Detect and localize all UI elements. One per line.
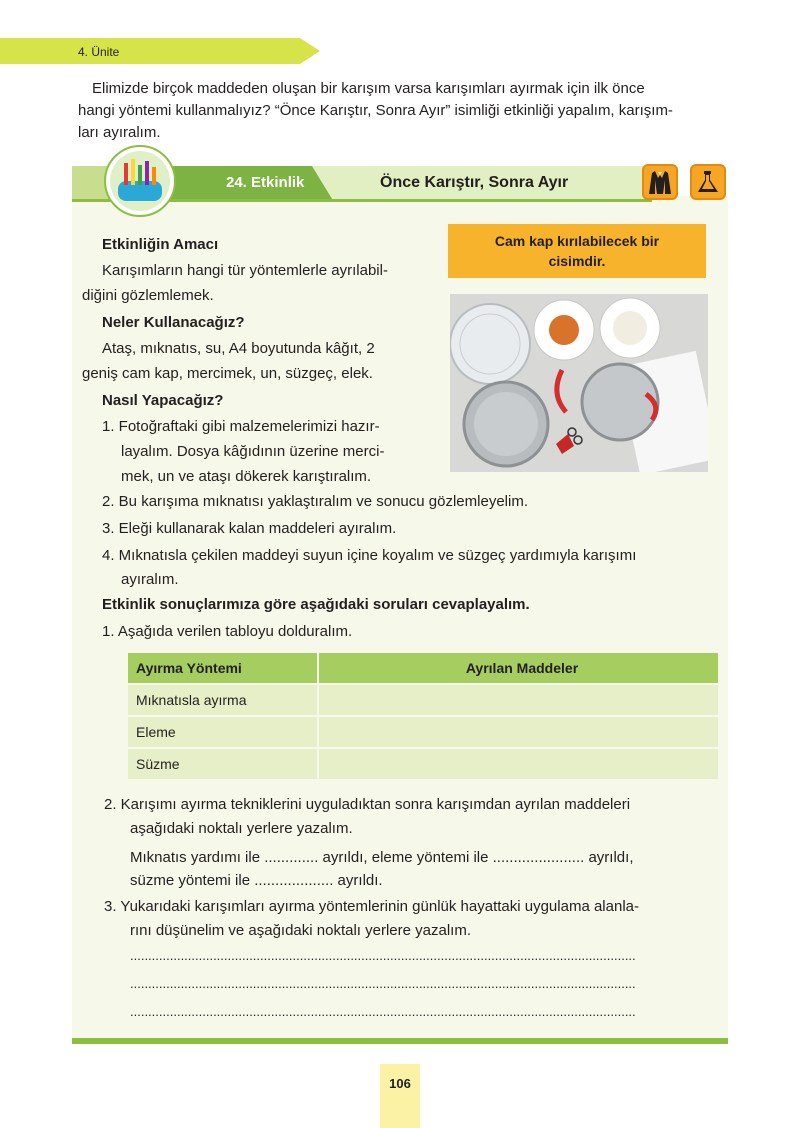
aim-heading: Etkinliğin Amacı xyxy=(102,236,219,253)
answer-cell[interactable] xyxy=(319,717,718,747)
step-1-line: layalım. Dosya kâğıdının üzerine merci- xyxy=(121,443,385,460)
results-heading: Etkinlik sonuçlarımıza göre aşağıdaki soruları cevaplayalım. xyxy=(102,596,530,613)
materials-heading: Neler Kullanacağız? xyxy=(102,314,245,331)
table-row xyxy=(128,717,718,747)
separation-table xyxy=(126,651,720,781)
lab-coat-icon xyxy=(642,164,678,200)
materials-photo xyxy=(450,294,708,472)
warning-box xyxy=(448,224,706,278)
step-1-line: mek, un ve ataşı dökerek karıştıralım. xyxy=(121,468,372,485)
activity-number: 24. Etkinlik xyxy=(226,174,305,191)
page-number: 106 xyxy=(389,1076,411,1091)
table-row xyxy=(128,685,718,715)
intro-line: ları ayıralım. xyxy=(78,124,161,141)
answer-cell[interactable] xyxy=(319,749,718,779)
question-3-line: rını düşünelim ve aşağıdaki noktalı yerlere yazalım. xyxy=(130,922,471,939)
question-2-line: 2. Karışımı ayırma tekniklerini uyguladıktan sonra karışımdan ayrılan maddeleri xyxy=(104,796,631,813)
question-2-line: aşağıdaki noktalı yerlere yazalım. xyxy=(130,820,353,837)
panel-bottom-bar xyxy=(72,1038,728,1044)
activity-badge-icon xyxy=(104,145,176,217)
step-4-line: ayıralım. xyxy=(121,571,179,588)
table-cell: Süzme xyxy=(128,749,317,779)
table-cell: Eleme xyxy=(128,717,317,747)
steps-heading: Nasıl Yapacağız? xyxy=(102,392,224,409)
warning-text: cisimdir. xyxy=(548,253,606,269)
step-4-line: 4. Mıknatısla çekilen maddeyi suyun içine koyalım ve süzgeç yardımıyla karışımı xyxy=(102,547,637,564)
aim-line: Karışımların hangi tür yöntemlerle ayrılabil- xyxy=(102,262,388,279)
intro-line: hangi yöntemi kullanmalıyız? “Önce Karıştır, Sonra Ayır” isimliği etkinliği yapalım, karışım- xyxy=(78,102,673,119)
table-cell: Mıknatısla ayırma xyxy=(128,685,317,715)
answer-cell[interactable] xyxy=(319,685,718,715)
intro-paragraph xyxy=(78,78,728,144)
materials-line: geniş cam kap, mercimek, un, süzgeç, elek. xyxy=(82,365,373,382)
unit-tab xyxy=(0,38,320,64)
flask-icon xyxy=(690,164,726,200)
page-tab xyxy=(380,1064,420,1128)
question-3-line: 3. Yukarıdaki karışımları ayırma yöntemlerinin günlük hayattaki uygulama alanla- xyxy=(104,898,639,915)
answer-dotline[interactable]: ............................................................................................................................................ xyxy=(130,1004,636,1019)
table-header: Ayırma Yöntemi xyxy=(128,653,317,683)
table-header-row xyxy=(128,653,718,683)
answer-dotline[interactable]: ............................................................................................................................................ xyxy=(130,976,636,991)
step-2: 2. Bu karışıma mıknatısı yaklaştıralım ve sonucu gözlemleyelim. xyxy=(102,493,528,510)
materials-line: Ataş, mıknatıs, su, A4 boyutunda kâğıt, 2 xyxy=(102,340,375,357)
answer-dotline[interactable]: ............................................................................................................................................ xyxy=(130,948,636,963)
step-3: 3. Eleği kullanarak kalan maddeleri ayıralım. xyxy=(102,520,397,537)
warning-text: Cam kap kırılabilecek bir xyxy=(494,233,660,249)
question-2-fill: süzme yöntemi ile ................... ayrıldı. xyxy=(130,872,383,889)
step-1-line: 1. Fotoğraftaki gibi malzemelerimizi hazır- xyxy=(102,418,380,435)
question-2-fill: Mıknatıs yardımı ile ............. ayrıldı, eleme yöntemi ile ...................... ayrıldı, xyxy=(130,849,634,866)
question-1: 1. Aşağıda verilen tabloyu dolduralım. xyxy=(102,623,353,640)
table-row xyxy=(128,749,718,779)
unit-label: 4. Ünite xyxy=(78,45,120,59)
aim-line: diğini gözlemlemek. xyxy=(82,287,214,304)
activity-title: Önce Karıştır, Sonra Ayır xyxy=(380,174,569,191)
intro-line: Elimizde birçok maddeden oluşan bir karışım varsa karışımları ayırmak için ilk önce xyxy=(92,80,645,97)
table-header: Ayrılan Maddeler xyxy=(319,653,718,683)
